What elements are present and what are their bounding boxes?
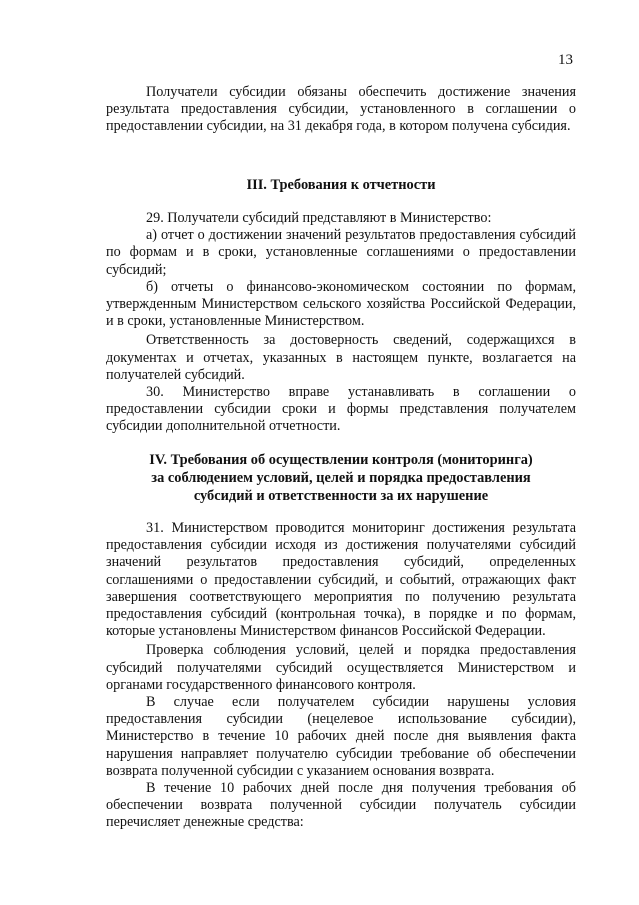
section-3-heading: III. Требования к отчетности (246, 177, 436, 193)
paragraph-31: 31. Министерством проводится мониторинг достижения результата предоставления субсидии исходя из достижения получателями субсидий значений результатов предоставления субсидий, определенных соглашениями о предоставлении субсидий, и событий, отражающих факт завершения соответствующего мероприятия по получению результата предоставления субсидий (контрольная точка), в порядке и по формам, которые установлены Министерством финансов Российской Федерации. (106, 520, 576, 640)
section-4-heading-line-2: за соблюдением условий, целей и порядка предоставления (151, 469, 531, 486)
paragraph-responsibility: Ответственность за достоверность сведений, содержащихся в документах и отчетах, указанных в настоящем пункте, возлагается на получателей субсидий. (106, 332, 576, 383)
paragraph-refund: В течение 10 рабочих дней после дня получения требования об обеспечении возврата полученной субсидии получатель субсидии перечисляет денежные средства: (106, 780, 576, 831)
paragraph-29: 29. Получатели субсидий представляют в Министерство: (146, 210, 492, 226)
section-4-heading-block (106, 452, 576, 505)
section-4-heading-line-3: субсидий и ответственности за их нарушение (193, 487, 489, 504)
section-3-heading-block (106, 177, 576, 195)
section-4-heading-line-1: IV. Требования об осуществлении контроля (мониторинга) (149, 452, 533, 468)
intro-block (106, 84, 576, 136)
paragraph-violation: В случае если получателем субсидии нарушены условия предоставления субсидии (нецелевое использование субсидии), Министерство в течение 10 рабочих дней после дня выявления факта нарушения направляет получателю субсидии требование об обеспечении возврата полученной субсидии с указанием основания возврата. (106, 694, 576, 779)
paragraph-30: 30. Министерство вправе устанавливать в соглашении о предоставлении субсидии сроки и формы представления получателем субсидии дополнительной отчетности. (106, 384, 576, 435)
paragraph-29b: б) отчеты о финансово-экономическом состоянии по формам, утвержденным Министерством сельского хозяйства Российской Федерации, и в сроки, установленные Министерством. (106, 278, 576, 330)
paragraph-29a: а) отчет о достижении значений результатов предоставления субсидий по формам и в сроки, установленные соглашениями о предоставлении субсидий; (106, 227, 576, 278)
intro-paragraph: Получатели субсидии обязаны обеспечить достижение значения результата предоставления субсидии, установленного в соглашении о предоставлении субсидии, на 31 декабря года, в котором получена субсидия. (106, 84, 576, 135)
page-number: 13 (558, 52, 573, 68)
section-3-body (106, 210, 576, 436)
paragraph-verification: Проверка соблюдения условий, целей и порядка предоставления субсидий получателями субсидий осуществляется Министерством и органами государственного финансового контроля. (106, 642, 576, 693)
section-4-body (106, 520, 576, 832)
